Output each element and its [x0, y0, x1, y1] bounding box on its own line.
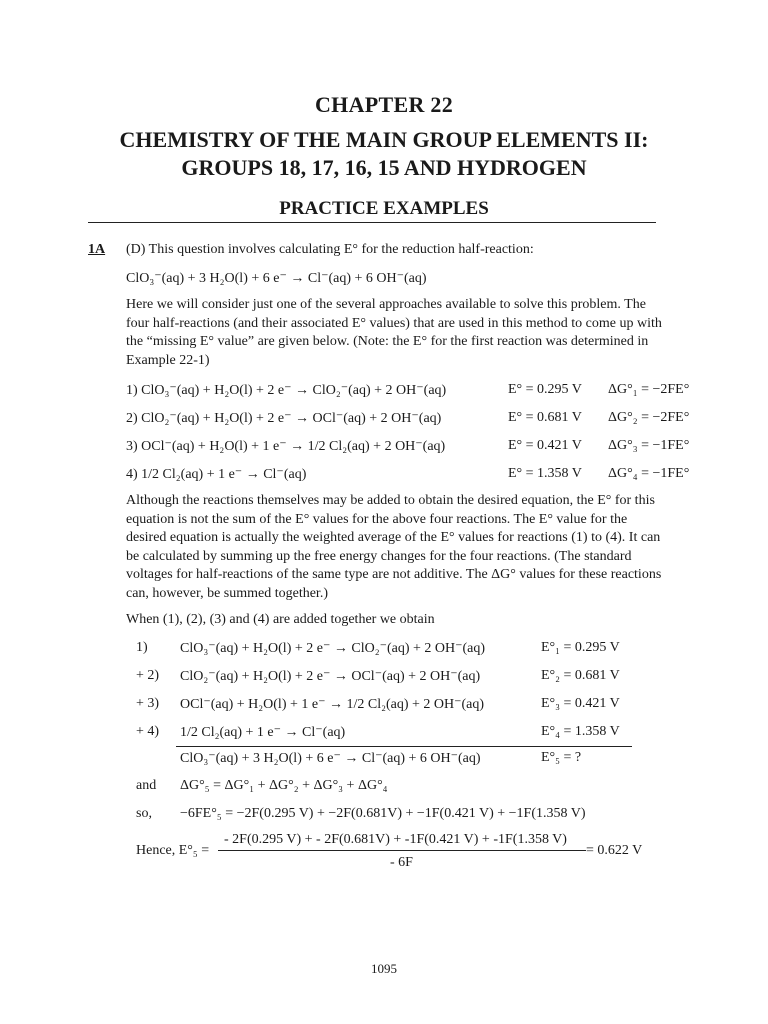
sum-row-3-label: + 3) [136, 696, 160, 711]
half-reaction-4-potential: E° = 1.358 V [508, 466, 582, 481]
free-energy-expansion: −6FE°₅ = −2F(0.295 V) + −2F(0.681V) + −1F(0.421 V) + −1F(1.358 V) [180, 806, 586, 821]
and-label: and [136, 778, 157, 793]
fraction-denominator: - 6F [390, 855, 413, 870]
final-result: = 0.622 V [586, 843, 643, 858]
hence-label: Hence, E°₅ = [136, 843, 210, 858]
half-reaction-3-free-energy: ΔG°₃ = −1FE° [608, 438, 690, 453]
explanation-paragraph: Although the reactions themselves may be added to obtain the desired equation, the E° for this equation is not the sum of the E° values for the above four reactions. The E° value for the desired equation is actually the weighted average of the E° values for reactions (1) to (4). It can be calculated by summing up the free energy changes for the four reactions. (The standard voltages for half-reactions of the same type are not additive. The ΔG° values for these reactions can, however, be summed together.) [126, 493, 662, 601]
half-reaction-3-potential: E° = 0.421 V [508, 438, 582, 453]
half-reaction-1: 1) ClO₃⁻(aq) + H₂O(l) + 2 e⁻ → ClO₂⁻(aq) + 2 OH⁻(aq) [126, 383, 447, 398]
overall-reaction: ClO₃⁻(aq) + 3 H₂O(l) + 6 e⁻ → Cl⁻(aq) + 6 OH⁻(aq) [180, 751, 481, 766]
sum-row-2-equation: ClO₂⁻(aq) + H₂O(l) + 2 e⁻ → OCl⁻(aq) + 2 OH⁻(aq) [180, 669, 481, 684]
half-reaction-4: 4) 1/2 Cl₂(aq) + 1 e⁻ → Cl⁻(aq) [126, 467, 307, 482]
sum-row-4-label: + 4) [136, 724, 160, 739]
chapter-title-line2: GROUPS 18, 17, 16, 15 AND HYDROGEN [181, 155, 587, 180]
half-reaction-1-free-energy: ΔG°₁ = −2FE° [608, 382, 690, 397]
fraction-bar [218, 850, 586, 851]
free-energy-sum: ΔG°₅ = ΔG°₁ + ΔG°₂ + ΔG°₃ + ΔG°₄ [180, 778, 388, 793]
half-reaction-2: 2) ClO₂⁻(aq) + H₂O(l) + 2 e⁻ → OCl⁻(aq) + 2 OH⁻(aq) [126, 411, 442, 426]
sum-row-2-potential: E°₂ = 0.681 V [541, 668, 620, 683]
method-paragraph: Here we will consider just one of the several approaches available to solve this problem. The four half-reactions (and their associated E° values) that are used in this method to come up with the “missing E° value” are given below. (Note: the E° for the first reaction was determined in Example 22-1) [126, 297, 662, 368]
target-reaction: ClO₃⁻(aq) + 3 H₂O(l) + 6 e⁻ → Cl⁻(aq) + 6 OH⁻(aq) [126, 271, 427, 286]
half-reaction-3: 3) OCl⁻(aq) + H₂O(l) + 1 e⁻ → 1/2 Cl₂(aq) + 2 OH⁻(aq) [126, 439, 446, 454]
so-label: so, [136, 806, 152, 821]
half-reaction-4-free-energy: ΔG°₄ = −1FE° [608, 466, 690, 481]
problem-number: 1A [88, 242, 106, 257]
sum-divider [176, 746, 632, 747]
section-divider [88, 222, 656, 223]
fraction-numerator: - 2F(0.295 V) + - 2F(0.681V) + -1F(0.421 V) + -1F(1.358 V) [224, 832, 567, 847]
sum-row-3-equation: OCl⁻(aq) + H₂O(l) + 1 e⁻ → 1/2 Cl₂(aq) + 2 OH⁻(aq) [180, 697, 485, 712]
half-reaction-2-free-energy: ΔG°₂ = −2FE° [608, 410, 690, 425]
half-reaction-1-potential: E° = 0.295 V [508, 382, 582, 397]
sum-row-4-potential: E°₄ = 1.358 V [541, 724, 620, 739]
sum-row-1-potential: E°₁ = 0.295 V [541, 640, 620, 655]
overall-potential: E°₅ = ? [541, 750, 582, 765]
sum-row-4-equation: 1/2 Cl₂(aq) + 1 e⁻ → Cl⁻(aq) [180, 725, 346, 740]
sum-row-2-label: + 2) [136, 668, 160, 683]
chapter-title-line1: CHEMISTRY OF THE MAIN GROUP ELEMENTS II: [119, 127, 649, 152]
section-heading: PRACTICE EXAMPLES [279, 198, 489, 219]
half-reaction-2-potential: E° = 0.681 V [508, 410, 582, 425]
page-number: 1095 [371, 961, 397, 976]
sum-row-1-label: 1) [136, 640, 148, 655]
sum-row-3-potential: E°₃ = 0.421 V [541, 696, 620, 711]
summation-intro: When (1), (2), (3) and (4) are added together we obtain [126, 612, 435, 627]
problem-intro: (D) This question involves calculating E° for the reduction half-reaction: [126, 242, 534, 257]
sum-row-1-equation: ClO₃⁻(aq) + H₂O(l) + 2 e⁻ → ClO₂⁻(aq) + 2 OH⁻(aq) [180, 641, 486, 656]
chapter-heading: CHAPTER 22 [314, 92, 454, 117]
